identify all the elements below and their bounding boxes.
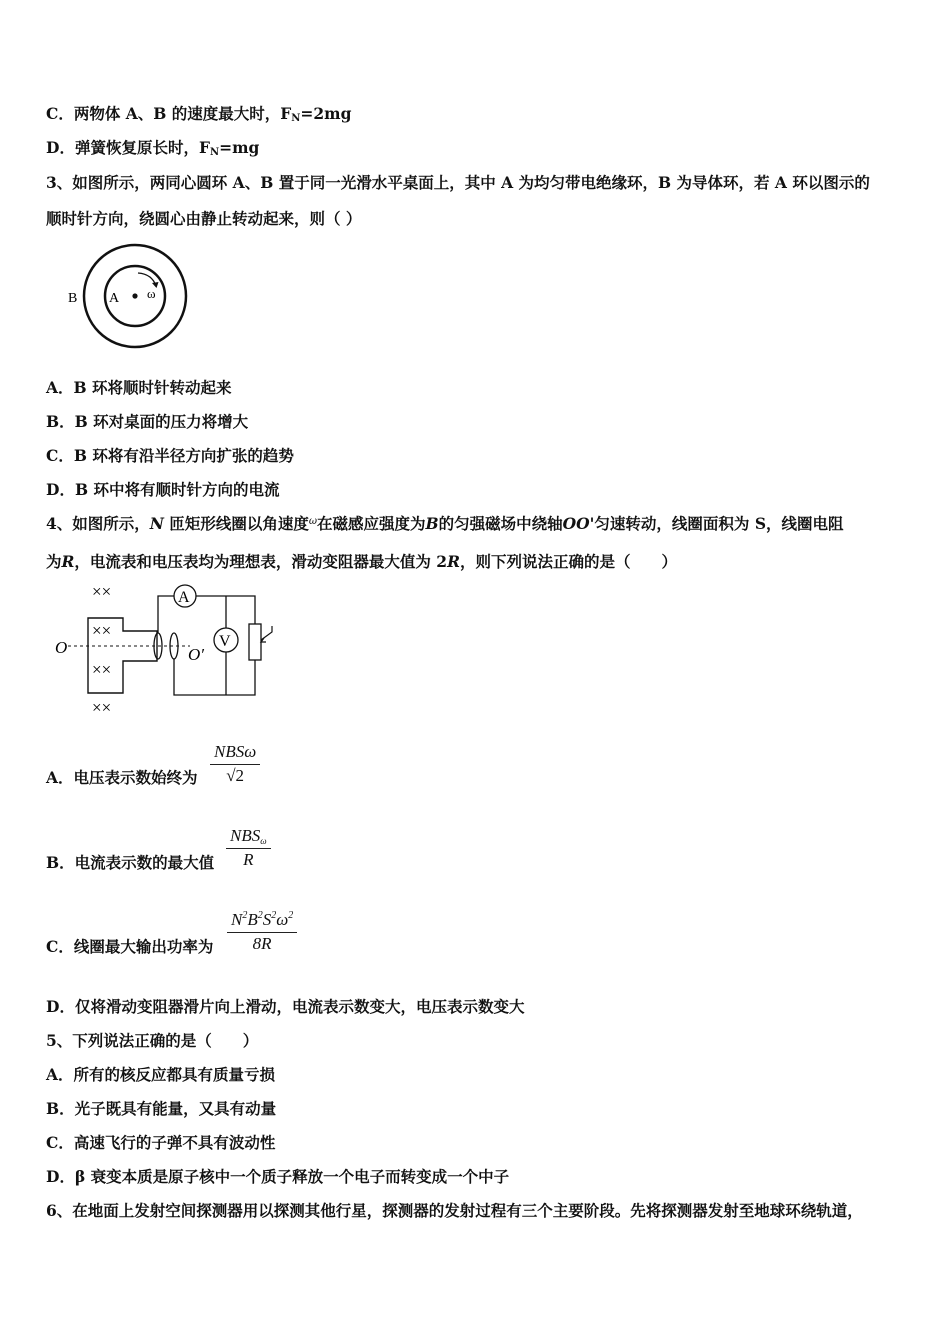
- q4-option-a: A．电压表示数始终为: [46, 768, 198, 787]
- field-cross-bottom: ××: [92, 698, 112, 717]
- q5-option-c: C．高速飞行的子弹不具有波动性: [46, 1133, 276, 1152]
- q2-option-c: C．两物体 A、B 的速度最大时，$F_N=2mg$: [46, 104, 352, 124]
- q4-option-d: D．仅将滑动变阻器滑片向上滑动，电流表示数变大，电压表示数变大: [46, 997, 525, 1016]
- field-cross-mid1: ××: [92, 621, 112, 640]
- q2-option-d: D．弹簧恢复原长时，$F_N=mg$: [46, 138, 260, 158]
- q5-option-b: B．光子既具有能量，又具有动量: [46, 1099, 277, 1118]
- q5-option-d: D．β 衰变本质是原子核中一个质子释放一个电子而转变成一个中子: [46, 1167, 510, 1186]
- fraction-numerator: NBSω: [210, 742, 260, 765]
- field-cross-top: ××: [92, 582, 112, 601]
- fraction-numerator: NBSω: [226, 826, 271, 849]
- q4-circuit-figure: [50, 580, 290, 720]
- q5-stem: 5、下列说法正确的是（ ）: [46, 1031, 259, 1050]
- q3-option-b: B．B 环对桌面的压力将增大: [46, 412, 249, 431]
- q3-option-a: A．B 环将顺时针转动起来: [46, 378, 232, 397]
- q4-option-b-fraction: [226, 826, 271, 870]
- label-omega: ω: [147, 286, 156, 301]
- fraction-denominator: √2: [226, 766, 245, 785]
- rheostat-slider: [261, 626, 272, 640]
- label-o: O: [55, 638, 68, 657]
- q4-option-c-fraction: [227, 910, 297, 954]
- ring-center-dot: [132, 293, 137, 298]
- label-o-prime: O′: [188, 645, 204, 664]
- label-a: A: [109, 291, 120, 306]
- fraction-denominator: R: [243, 850, 254, 869]
- q4-option-c: C．线圈最大输出功率为: [46, 937, 214, 956]
- q4-stem-line1: 4、如图所示，N 匝矩形线圈以角速度$^\omega$在磁感应强度为B的匀强磁场中绕轴OO'匀速转动，线圈面积为 S，线圈电阻: [46, 514, 844, 533]
- q4-option-b: B．电流表示数的最大值: [46, 853, 215, 872]
- ammeter-label: A: [178, 589, 190, 606]
- q3-stem-line2: 顺时针方向，绕圆心由静止转动起来，则（ ）: [46, 209, 362, 228]
- label-b: B: [68, 291, 78, 306]
- fraction-denominator: 8R: [252, 934, 272, 953]
- fraction-numerator: $N^2B^2S^2\omega^2$: [227, 910, 297, 933]
- circuit-wire-bottom: [174, 596, 255, 695]
- q3-stem-line1: 3、如图所示，两同心圆环 A、B 置于同一光滑水平桌面上，其中 A 为均匀带电绝缘环，B 为导体环，若 A 环以图示的: [46, 173, 870, 192]
- q4-option-a-fraction: [210, 742, 260, 786]
- q3-option-d: D．B 环中将有顺时针方向的电流: [46, 480, 280, 499]
- q3-ring-figure: [60, 240, 200, 355]
- q6-stem-line1: 6、在地面上发射空间探测器用以探测其他行星，探测器的发射过程有三个主要阶段。先将探测器发射至地球环绕轨道，: [46, 1201, 863, 1220]
- q5-option-a: A．所有的核反应都具有质量亏损: [46, 1065, 276, 1084]
- voltmeter-label: V: [219, 633, 231, 650]
- field-cross-mid2: ××: [92, 660, 112, 679]
- q4-stem-line2: 为R，电流表和电压表均为理想表，滑动变阻器最大值为 2R，则下列说法正确的是（ ）: [46, 552, 677, 571]
- circuit-wire-top: [158, 596, 174, 633]
- rheostat: [249, 624, 261, 660]
- q3-option-c: C．B 环将有沿半径方向扩张的趋势: [46, 446, 294, 465]
